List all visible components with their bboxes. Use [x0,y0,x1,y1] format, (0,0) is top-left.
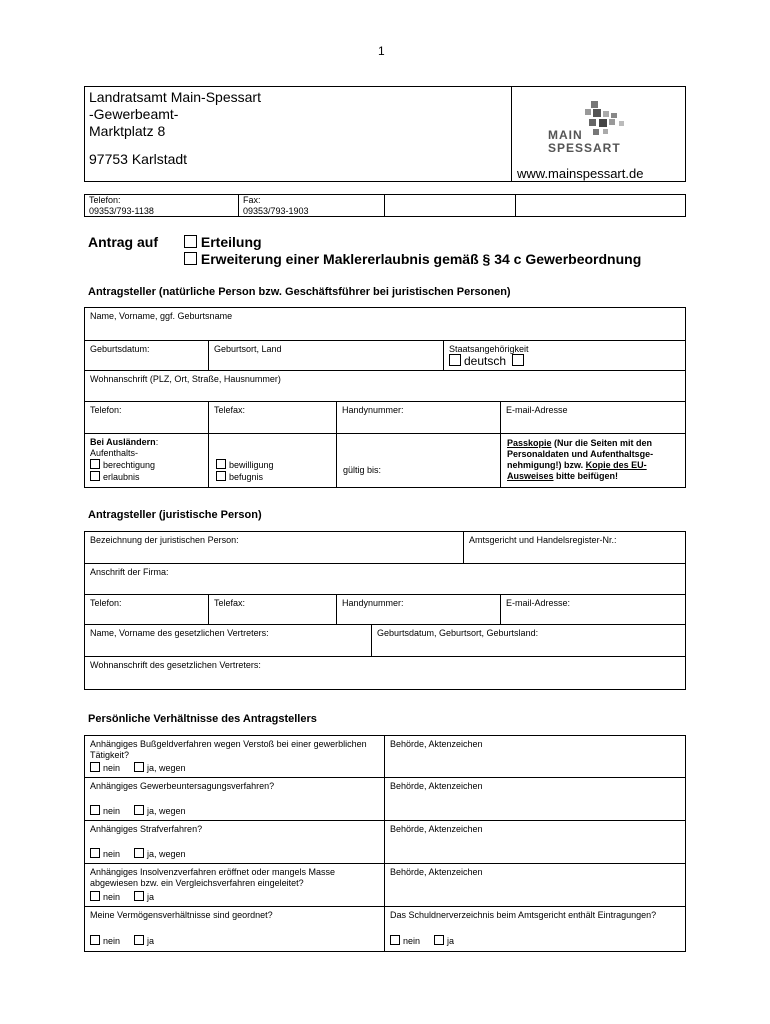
section-legal-title: Antragsteller (juristische Person) [88,509,262,521]
address-label: Wohnanschrift (PLZ, Ort, Straße, Hausnummer) [90,374,281,384]
rep-name-label: Name, Vorname des gesetzlichen Vertreters: [90,628,269,638]
fax-value: 09353/793-1903 [243,206,309,216]
eu-id-link-1: Kopie des EU- [585,460,647,470]
eu-id-link-2: Ausweises [507,471,554,481]
office-city: 97753 Karlstadt [89,151,188,167]
criminal-proceedings-question: Anhängiges Strafverfahren? [90,824,203,834]
company-email-field[interactable] [500,594,686,625]
checkbox-insolvency-no[interactable] [90,891,100,901]
passport-note-cell [500,433,686,488]
fine-authority-label: Behörde, Aktenzeichen [390,739,483,749]
assets-cell [84,906,385,952]
passport-note-2: Personaldaten und Aufenthaltsge- [507,449,654,459]
deutsch-label: deutsch [464,354,507,368]
website: www.mainspessart.de [517,166,644,181]
rep-address-field[interactable] [84,656,686,690]
name-field[interactable] [84,307,686,341]
foreigners-cell-1: Bei Ausländern: Aufenthalts- berechtigung erlaubnis [84,433,209,488]
email-field-label: E-mail-Adresse [506,405,568,415]
register-label: Amtsgericht und Handelsregister-Nr.: [469,535,617,545]
trade-ban-question: Anhängiges Gewerbeuntersagungsverfahren? [90,781,275,791]
insolvency-question: Anhängiges Insolvenzverfahren eröffnet oder mangels Masse abgewiesen bzw. ein Vergleichsverfahren eingeleitet? [90,867,335,888]
fine-proceedings-cell [84,735,385,778]
page-number: 1 [378,44,385,58]
company-phone-field[interactable] [84,594,209,625]
trade-ban-cell [84,777,385,821]
checkbox-bewilligung[interactable] [216,459,226,469]
phone-value: 09353/793-1138 [89,206,154,216]
assets-question: Meine Vermögensverhältnisse sind geordnet? [90,910,273,920]
trade-ban-authority-label: Behörde, Aktenzeichen [390,781,483,791]
rep-birth-label: Geburtsdatum, Geburtsort, Geburtsland: [377,628,539,638]
valid-until-label: gültig bis: [343,465,382,475]
befugnis-label: befugnis [229,472,264,482]
dob-field[interactable] [84,340,209,371]
mobile-field-label: Handynummer: [342,405,404,415]
passport-note-4: bitte beifügen! [553,471,619,481]
assets-yes-label: ja [147,936,155,946]
checkbox-erteilung[interactable] [184,235,197,248]
insolvency-no-label: nein [103,892,121,902]
company-fax-label: Telefax: [214,598,246,608]
main-spessart-logo [539,99,629,155]
erlaubnis-label: erlaubnis [103,472,140,482]
checkbox-other-nationality[interactable] [512,354,524,366]
pob-field[interactable] [208,340,444,371]
phone-label: Telefon: [89,195,121,205]
insolvency-yes-label: ja [147,892,155,902]
logo-text-spessart: SPESSART [548,141,621,155]
company-name-field[interactable] [84,531,464,564]
bewilligung-label: bewilligung [229,460,274,470]
checkbox-debtor-no[interactable] [390,935,400,945]
company-name-label: Bezeichnung der juristischen Person: [90,535,239,545]
logo-box [511,86,686,182]
fax-field-label: Telefax: [214,405,246,415]
checkbox-erlaubnis[interactable] [90,471,100,481]
empty-cell-1 [384,194,516,217]
nationality-label: Staatsangehörigkeit [449,344,529,354]
checkbox-fine-no[interactable] [90,762,100,772]
option-erweiterung-label: Erweiterung einer Maklererlaubnis gemäß § 34 c Gewerbeordnung [200,251,642,267]
option-erteilung-label: Erteilung [200,234,262,250]
passport-note-1: (Nur die Seiten mit den [551,438,653,448]
address-field[interactable] [84,370,686,402]
company-mobile-field[interactable] [336,594,501,625]
option-erteilung[interactable] [184,234,641,251]
company-mobile-label: Handynummer: [342,598,404,608]
phone-field[interactable] [84,401,209,434]
checkbox-berechtigung[interactable] [90,459,100,469]
email-field[interactable] [500,401,686,434]
rep-birth-field[interactable] [371,624,686,657]
fax-cell [238,194,385,217]
trade-ban-no-label: nein [103,806,121,816]
insolvency-authority-field[interactable] [384,863,686,907]
checkbox-criminal-yes[interactable] [134,848,144,858]
debtor-register-question: Das Schuldnerverzeichnis beim Amtsgericht enthält Eintragungen? [390,910,657,920]
company-address-field[interactable] [84,563,686,595]
section-natural-title: Antragsteller (natürliche Person bzw. Geschäftsführer bei juristischen Personen) [88,286,511,298]
criminal-yes-label: ja, wegen [147,849,186,859]
fine-yes-label: ja, wegen [147,763,186,773]
checkbox-debtor-yes[interactable] [434,935,444,945]
office-department: -Gewerbeamt- [89,106,179,122]
checkbox-trade-ban-no[interactable] [90,805,100,815]
passport-note-3: nehmigung!) bzw. [507,460,586,470]
office-address-box [84,86,512,182]
assets-no-label: nein [103,936,121,946]
office-name: Landratsamt Main-Spessart [89,89,261,105]
insolvency-cell [84,863,385,907]
berechtigung-label: berechtigung [103,460,156,470]
insolvency-authority-label: Behörde, Aktenzeichen [390,867,483,877]
debtor-register-cell [384,906,686,952]
trade-ban-yes-label: ja, wegen [147,806,186,816]
checkbox-insolvency-yes[interactable] [134,891,144,901]
foreigners-cell-2 [208,433,337,488]
nationality-field [443,340,686,371]
fine-proceedings-question: Anhängiges Bußgeldverfahren wegen Verstoß bei einer gewerblichen Tätigkeit? [90,739,367,760]
criminal-proceedings-cell [84,820,385,864]
phone-cell [84,194,239,217]
register-field[interactable] [463,531,686,564]
debtor-no-label: nein [403,936,421,946]
rep-name-field[interactable] [84,624,372,657]
company-address-label: Anschrift der Firma: [90,567,169,577]
rep-address-label: Wohnanschrift des gesetzlichen Vertreters: [90,660,261,670]
name-label: Name, Vorname, ggf. Geburtsname [90,311,233,321]
checkbox-deutsch[interactable] [449,354,461,366]
phone-field-label: Telefon: [90,405,122,415]
company-phone-label: Telefon: [90,598,122,608]
option-erweiterung[interactable] [184,251,641,268]
empty-cell-2 [515,194,686,217]
checkbox-fine-yes[interactable] [134,762,144,772]
checkbox-assets-no[interactable] [90,935,100,945]
fax-field[interactable] [208,401,337,434]
office-street: Marktplatz 8 [89,123,166,139]
foreigners-label: Bei Ausländern [90,437,156,447]
passport-copy-link: Passkopie [507,438,552,448]
pob-label: Geburtsort, Land [214,344,282,354]
checkbox-assets-yes[interactable] [134,935,144,945]
logo-text-main: MAIN [548,128,583,142]
debtor-yes-label: ja [447,936,455,946]
checkbox-befugnis[interactable] [216,471,226,481]
trade-ban-authority-field[interactable] [384,777,686,821]
mobile-field[interactable] [336,401,501,434]
fax-label: Fax: [243,195,261,205]
company-email-label: E-mail-Adresse: [506,598,571,608]
criminal-authority-label: Behörde, Aktenzeichen [390,824,483,834]
dob-label: Geburtsdatum: [90,344,150,354]
checkbox-criminal-no[interactable] [90,848,100,858]
fine-authority-field[interactable] [384,735,686,778]
fine-no-label: nein [103,763,121,773]
valid-until-field[interactable] [336,433,501,488]
checkbox-trade-ban-yes[interactable] [134,805,144,815]
section-personal-title: Persönliche Verhältnisse des Antragstellers [88,713,317,725]
criminal-no-label: nein [103,849,121,859]
residence-prefix: Aufenthalts- [90,448,139,458]
checkbox-erweiterung[interactable] [184,252,197,265]
company-fax-field[interactable] [208,594,337,625]
application-label: Antrag auf [88,234,158,250]
criminal-authority-field[interactable] [384,820,686,864]
